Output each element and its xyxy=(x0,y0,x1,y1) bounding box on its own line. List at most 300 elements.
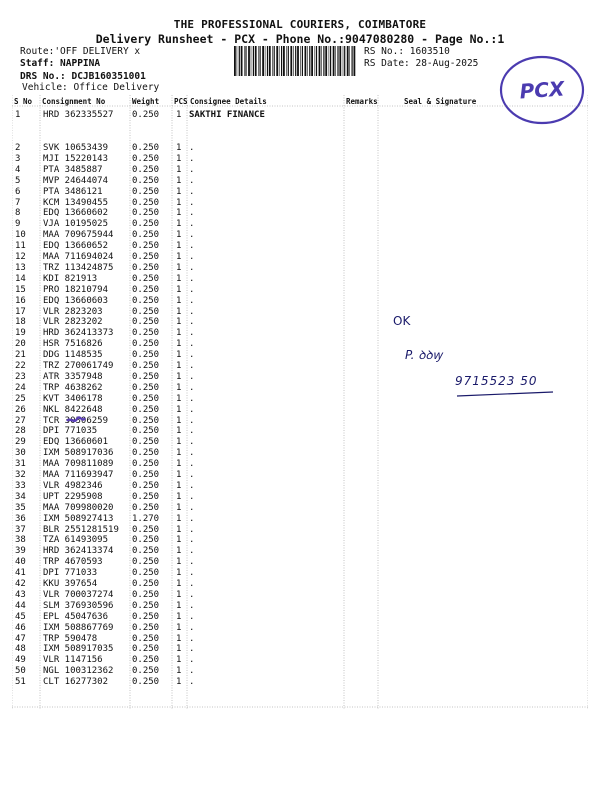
row-pcs: 1 xyxy=(176,633,182,644)
table-row xyxy=(12,535,588,546)
row-consignment: MJI 15220143 xyxy=(43,153,109,164)
row-sno: 8 xyxy=(15,208,21,219)
row-pcs: 1 xyxy=(176,361,182,371)
table-row xyxy=(12,492,588,503)
row-sno: 36 xyxy=(15,513,26,524)
row-consignment: VLR 1147156 xyxy=(43,655,103,666)
row-pcs: 1 xyxy=(176,219,182,230)
row-weight: 0.250 xyxy=(132,546,160,557)
row-sno: 13 xyxy=(15,262,26,273)
row-sno: 15 xyxy=(15,284,26,295)
row-consignee: . xyxy=(189,153,195,164)
table-row xyxy=(12,274,588,285)
row-weight: 0.250 xyxy=(132,295,160,306)
row-consignee: . xyxy=(189,219,195,230)
table-row xyxy=(12,154,588,165)
row-consignee: . xyxy=(189,361,195,371)
vehicle-label: Vehicle: Office Delivery xyxy=(22,82,160,93)
row-pcs: 1 xyxy=(176,655,182,666)
row-sno: 5 xyxy=(15,175,21,186)
row-consignment: TRZ 113424875 xyxy=(43,262,114,273)
row-pcs: 1 xyxy=(176,579,182,589)
table-row xyxy=(12,568,588,579)
row-consignee: . xyxy=(189,535,195,546)
row-sno: 12 xyxy=(15,252,26,262)
row-consignee: . xyxy=(189,164,195,175)
row-sno: 6 xyxy=(15,186,21,197)
row-pcs: 1 xyxy=(176,480,182,491)
table-header xyxy=(12,95,588,107)
row-pcs: 1 xyxy=(176,164,182,175)
row-pcs: 1 xyxy=(176,350,182,361)
row-consignee: . xyxy=(189,393,195,404)
table-row xyxy=(12,176,588,187)
row-weight: 0.250 xyxy=(132,568,160,579)
row-weight: 0.250 xyxy=(132,622,160,633)
table-row xyxy=(12,481,588,492)
row-sno: 37 xyxy=(15,524,26,535)
row-consignee: . xyxy=(189,611,195,622)
runsheet-table xyxy=(12,95,588,710)
row-pcs: 1 xyxy=(176,600,182,611)
row-weight: 0.250 xyxy=(132,470,160,480)
row-pcs: 1 xyxy=(176,644,182,655)
table-row xyxy=(12,655,588,666)
row-pcs: 1 xyxy=(176,339,182,350)
row-pcs: 1 xyxy=(176,502,182,513)
row-consignment: TRP 4670593 xyxy=(43,557,103,568)
table-row xyxy=(12,263,588,274)
row-sno: 24 xyxy=(15,382,26,393)
row-consignee: . xyxy=(189,644,195,655)
row-consignment: HSR 7516826 xyxy=(43,339,103,350)
row-consignee: . xyxy=(189,197,195,208)
row-consignment: HRD 362335527 xyxy=(43,110,114,120)
table-row xyxy=(12,546,588,557)
row-sno: 9 xyxy=(15,219,21,230)
row-consignment: PRO 18210794 xyxy=(43,284,109,295)
row-weight: 0.250 xyxy=(132,175,160,186)
row-sno: 44 xyxy=(15,600,26,611)
table-row xyxy=(12,437,588,448)
row-consignee: . xyxy=(189,666,195,677)
row-consignment: NGL 100312362 xyxy=(43,666,114,677)
row-pcs: 1 xyxy=(176,262,182,273)
table-row xyxy=(12,634,588,645)
row-pcs: 1 xyxy=(176,241,182,252)
row-pcs: 1 xyxy=(176,677,182,688)
staff-label: Staff: NAPPINA xyxy=(20,58,101,69)
col-consignment: Consignment No xyxy=(42,97,106,106)
row-sno: 3 xyxy=(15,153,21,164)
row-consignee: . xyxy=(189,437,195,448)
row-sno: 18 xyxy=(15,317,26,328)
row-weight: 0.250 xyxy=(132,459,160,470)
row-consignment: HRD 362413374 xyxy=(43,546,114,557)
row-sno: 17 xyxy=(15,306,26,317)
row-consignee: . xyxy=(189,284,195,295)
row-sno: 35 xyxy=(15,502,26,513)
row-consignment: DPI 771035 xyxy=(43,426,98,437)
rs-date: RS Date: 28-Aug-2025 xyxy=(364,58,479,69)
table-row xyxy=(12,557,588,568)
row-consignee: . xyxy=(189,589,195,600)
row-consignee: . xyxy=(189,448,195,459)
row-consignee: . xyxy=(189,230,195,241)
row-pcs: 1 xyxy=(176,382,182,393)
row-consignment: IXM 508867769 xyxy=(43,622,114,633)
row-weight: 0.250 xyxy=(132,339,160,350)
table-row xyxy=(12,252,588,263)
row-pcs: 1 xyxy=(176,175,182,186)
row-consignee: . xyxy=(189,252,195,262)
row-consignment: EDQ 13660602 xyxy=(43,208,109,219)
row-weight: 0.250 xyxy=(132,579,160,589)
row-consignee: . xyxy=(189,208,195,219)
row-consignee: . xyxy=(189,262,195,273)
row-weight: 0.250 xyxy=(132,230,160,241)
row-weight: 0.250 xyxy=(132,382,160,393)
row-weight: 0.250 xyxy=(132,273,160,284)
table-row xyxy=(12,590,588,601)
row-consignment: EDQ 13660603 xyxy=(43,295,109,306)
row-weight: 0.250 xyxy=(132,350,160,361)
handwritten-ok: OK xyxy=(393,314,411,328)
table-row xyxy=(12,198,588,209)
row-pcs: 1 xyxy=(176,393,182,404)
table-row xyxy=(12,317,588,328)
row-weight: 0.250 xyxy=(132,644,160,655)
row-pcs: 1 xyxy=(176,568,182,579)
row-consignment: MAA 711694024 xyxy=(43,252,114,262)
row-consignee: SAKTHI FINANCE xyxy=(189,110,265,120)
row-consignment: TRP 4638262 xyxy=(43,382,103,393)
row-consignee: . xyxy=(189,241,195,252)
row-consignment: MVP 24644074 xyxy=(43,175,109,186)
row-sno: 51 xyxy=(15,677,26,688)
row-sno: 43 xyxy=(15,589,26,600)
row-sno: 33 xyxy=(15,480,26,491)
row-weight: 0.250 xyxy=(132,611,160,622)
row-pcs: 1 xyxy=(176,535,182,546)
row-weight: 0.250 xyxy=(132,208,160,219)
row-sno: 45 xyxy=(15,611,26,622)
table-row xyxy=(12,525,588,536)
table-row xyxy=(12,623,588,634)
row-weight: 0.250 xyxy=(132,371,160,382)
row-weight: 0.250 xyxy=(132,153,160,164)
row-consignee: . xyxy=(189,677,195,688)
row-pcs: 1 xyxy=(176,230,182,241)
row-consignment: KCM 13490455 xyxy=(43,197,109,208)
row-consignment: KVT 3406178 xyxy=(43,393,103,404)
row-consignment: DDG 1148535 xyxy=(43,350,103,361)
row-sno: 39 xyxy=(15,546,26,557)
company-title: THE PROFESSIONAL COURIERS, COIMBATORE xyxy=(173,18,427,31)
row-pcs: 1 xyxy=(176,252,182,262)
row-consignment: PTA 3486121 xyxy=(43,186,103,197)
row-consignee: . xyxy=(189,186,195,197)
row-weight: 0.250 xyxy=(132,393,160,404)
table-row xyxy=(12,143,588,154)
table-row xyxy=(12,459,588,470)
row-sno: 30 xyxy=(15,448,26,459)
row-consignee: . xyxy=(189,371,195,382)
row-pcs: 1 xyxy=(176,197,182,208)
row-sno: 14 xyxy=(15,273,26,284)
drs-number: DRS No.: DCJB160351001 xyxy=(20,71,146,82)
row-weight: 0.250 xyxy=(132,426,160,437)
route-label: Route:'OFF DELIVERY x xyxy=(20,46,141,57)
row-consignment: VJA 10195025 xyxy=(43,219,109,230)
row-consignee: . xyxy=(189,655,195,666)
row-weight: 0.250 xyxy=(132,502,160,513)
row-consignee: . xyxy=(189,295,195,306)
row-consignment: HRD 362413373 xyxy=(43,328,114,339)
row-consignee: . xyxy=(189,480,195,491)
row-pcs: 1 xyxy=(176,448,182,459)
row-pcs: 1 xyxy=(176,306,182,317)
row-weight: 0.250 xyxy=(132,655,160,666)
col-pcs: PCS xyxy=(174,97,188,106)
row-consignee: . xyxy=(189,382,195,393)
row-consignee: . xyxy=(189,557,195,568)
table-row xyxy=(12,644,588,655)
row-consignee: . xyxy=(189,502,195,513)
row-weight: 0.250 xyxy=(132,328,160,339)
table-row xyxy=(12,230,588,241)
row-consignment: UPT 2295908 xyxy=(43,491,103,502)
row-weight: 0.250 xyxy=(132,480,160,491)
row-consignee: . xyxy=(189,546,195,557)
table-row xyxy=(12,328,588,339)
row-pcs: 1 xyxy=(176,371,182,382)
row-sno: 25 xyxy=(15,393,26,404)
row-consignment: CLT 16277302 xyxy=(43,677,109,688)
row-weight: 0.250 xyxy=(132,437,160,448)
row-pcs: 1 xyxy=(176,328,182,339)
col-consignee: Consignee Details xyxy=(190,97,267,106)
table-row xyxy=(12,579,588,590)
col-sno: S No xyxy=(14,97,33,106)
row-consignee: . xyxy=(189,622,195,633)
row-weight: 0.250 xyxy=(132,491,160,502)
row-consignment: KDI 821913 xyxy=(43,273,98,284)
row-pcs: 1 xyxy=(176,546,182,557)
row-consignment: MAA 709675944 xyxy=(43,230,114,241)
row-weight: 0.250 xyxy=(132,404,160,415)
row-consignment: TRZ 270061749 xyxy=(43,361,114,371)
table-row xyxy=(12,601,588,612)
row-consignment: SVK 10653439 xyxy=(43,143,109,153)
row-pcs: 1 xyxy=(176,589,182,600)
row-weight: 0.250 xyxy=(132,666,160,677)
row-pcs: 1 xyxy=(176,317,182,328)
row-pcs: 1 xyxy=(176,186,182,197)
row-weight: 0.250 xyxy=(132,219,160,230)
row-sno: 34 xyxy=(15,491,26,502)
row-sno: 26 xyxy=(15,404,26,415)
row-pcs: 1 xyxy=(176,491,182,502)
row-pcs: 1 xyxy=(176,208,182,219)
row-consignee: . xyxy=(189,600,195,611)
row-sno: 11 xyxy=(15,241,26,252)
row-weight: 0.250 xyxy=(132,415,160,426)
row-pcs: 1 xyxy=(176,404,182,415)
row-consignee: . xyxy=(189,579,195,589)
row-sno: 21 xyxy=(15,350,26,361)
row-consignment: IXM 508927413 xyxy=(43,513,114,524)
row-sno: 16 xyxy=(15,295,26,306)
table-row xyxy=(12,350,588,361)
row-weight: 0.250 xyxy=(132,589,160,600)
table-row xyxy=(12,503,588,514)
row-weight: 0.250 xyxy=(132,317,160,328)
row-weight: 0.250 xyxy=(132,361,160,371)
row-consignment: VLR 2823202 xyxy=(43,317,103,328)
row-weight: 0.250 xyxy=(132,164,160,175)
row-pcs: 1 xyxy=(176,459,182,470)
row-weight: 0.250 xyxy=(132,197,160,208)
row-weight: 0.250 xyxy=(132,535,160,546)
row-consignment: MAA 709811089 xyxy=(43,459,114,470)
row-pcs: 1 xyxy=(176,273,182,284)
row-consignment: TZA 61493095 xyxy=(43,535,109,546)
row-sno: 7 xyxy=(15,197,21,208)
row-sno: 49 xyxy=(15,655,26,666)
table-row xyxy=(12,296,588,307)
ink-scribble-icon xyxy=(66,416,86,425)
row-consignment: EDQ 13660652 xyxy=(43,241,109,252)
table-row xyxy=(12,416,588,427)
row-consignment: DPI 771033 xyxy=(43,568,98,579)
row-consignment: TRP 590478 xyxy=(43,633,98,644)
row-weight: 0.250 xyxy=(132,241,160,252)
row-weight: 1.270 xyxy=(132,513,160,524)
row-pcs: 1 xyxy=(176,557,182,568)
table-row xyxy=(12,339,588,350)
row-pcs: 1 xyxy=(176,415,182,426)
row-weight: 0.250 xyxy=(132,284,160,295)
row-weight: 0.250 xyxy=(132,677,160,688)
row-consignee: . xyxy=(189,470,195,480)
table-row xyxy=(12,612,588,623)
row-consignment: VLR 4982346 xyxy=(43,480,103,491)
row-consignment: EDQ 13660601 xyxy=(43,437,109,448)
row-pcs: 1 xyxy=(176,143,182,153)
table-row xyxy=(12,666,588,677)
row-sno: 48 xyxy=(15,644,26,655)
table-row xyxy=(12,677,588,688)
row-sno: 31 xyxy=(15,459,26,470)
row-consignment: IXM 508917036 xyxy=(43,448,114,459)
handwritten-phone: 9715523 50 xyxy=(455,374,538,388)
row-weight: 0.250 xyxy=(132,110,160,120)
row-sno: 29 xyxy=(15,437,26,448)
row-consignee: . xyxy=(189,513,195,524)
barcode-icon xyxy=(233,46,357,76)
row-consignee: . xyxy=(189,426,195,437)
table-row xyxy=(12,448,588,459)
table-row xyxy=(12,361,588,372)
row-weight: 0.250 xyxy=(132,143,160,153)
row-sno: 23 xyxy=(15,371,26,382)
row-sno: 22 xyxy=(15,361,26,371)
row-consignee: . xyxy=(189,404,195,415)
table-row xyxy=(12,470,588,481)
row-consignment: PTA 3485887 xyxy=(43,164,103,175)
row-pcs: 1 xyxy=(176,110,182,120)
row-sno: 50 xyxy=(15,666,26,677)
table-row xyxy=(12,426,588,437)
row-sno: 46 xyxy=(15,622,26,633)
row-pcs: 1 xyxy=(176,524,182,535)
row-sno: 10 xyxy=(15,230,26,241)
table-row xyxy=(12,405,588,416)
row-sno: 47 xyxy=(15,633,26,644)
row-weight: 0.250 xyxy=(132,524,160,535)
col-weight: Weight xyxy=(132,97,160,106)
table-row xyxy=(12,187,588,198)
row-consignment: VLR 700037274 xyxy=(43,589,114,600)
row-sno: 2 xyxy=(15,143,21,153)
table-row xyxy=(12,514,588,525)
row-consignee: . xyxy=(189,175,195,186)
row-pcs: 1 xyxy=(176,470,182,480)
row-pcs: 1 xyxy=(176,513,182,524)
row-consignee: . xyxy=(189,273,195,284)
row-weight: 0.250 xyxy=(132,252,160,262)
row-consignee: . xyxy=(189,317,195,328)
row-weight: 0.250 xyxy=(132,186,160,197)
row-weight: 0.250 xyxy=(132,448,160,459)
col-seal-signature: Seal & Signature xyxy=(404,97,477,106)
row-consignee: . xyxy=(189,143,195,153)
table-row xyxy=(12,307,588,318)
row-pcs: 1 xyxy=(176,622,182,633)
row-consignment: MAA 709980020 xyxy=(43,502,114,513)
row-sno: 42 xyxy=(15,579,26,589)
row-pcs: 1 xyxy=(176,437,182,448)
row-consignee: . xyxy=(189,306,195,317)
row-pcs: 1 xyxy=(176,666,182,677)
row-sno: 1 xyxy=(15,110,21,120)
row-consignment: MAA 711693947 xyxy=(43,470,114,480)
runsheet-subtitle: Delivery Runsheet - PCX - Phone No.:9047080280 - Page No.:1 xyxy=(95,32,505,46)
row-consignment: NKL 8422648 xyxy=(43,404,103,415)
col-remarks: Remarks xyxy=(346,97,378,106)
row-weight: 0.250 xyxy=(132,633,160,644)
row-consignee: . xyxy=(189,633,195,644)
row-sno: 28 xyxy=(15,426,26,437)
table-row xyxy=(12,219,588,230)
row-weight: 0.250 xyxy=(132,600,160,611)
row-sno: 20 xyxy=(15,339,26,350)
row-consignee: . xyxy=(189,415,195,426)
row-sno: 40 xyxy=(15,557,26,568)
row-consignee: . xyxy=(189,328,195,339)
table-row xyxy=(12,165,588,176)
phone-underline-icon xyxy=(455,386,555,402)
row-consignment: SLM 376930596 xyxy=(43,600,114,611)
row-pcs: 1 xyxy=(176,611,182,622)
table-row xyxy=(12,241,588,252)
row-weight: 0.250 xyxy=(132,306,160,317)
table-row xyxy=(12,285,588,296)
row-weight: 0.250 xyxy=(132,557,160,568)
row-consignee: . xyxy=(189,568,195,579)
row-consignment: VLR 2823203 xyxy=(43,306,103,317)
